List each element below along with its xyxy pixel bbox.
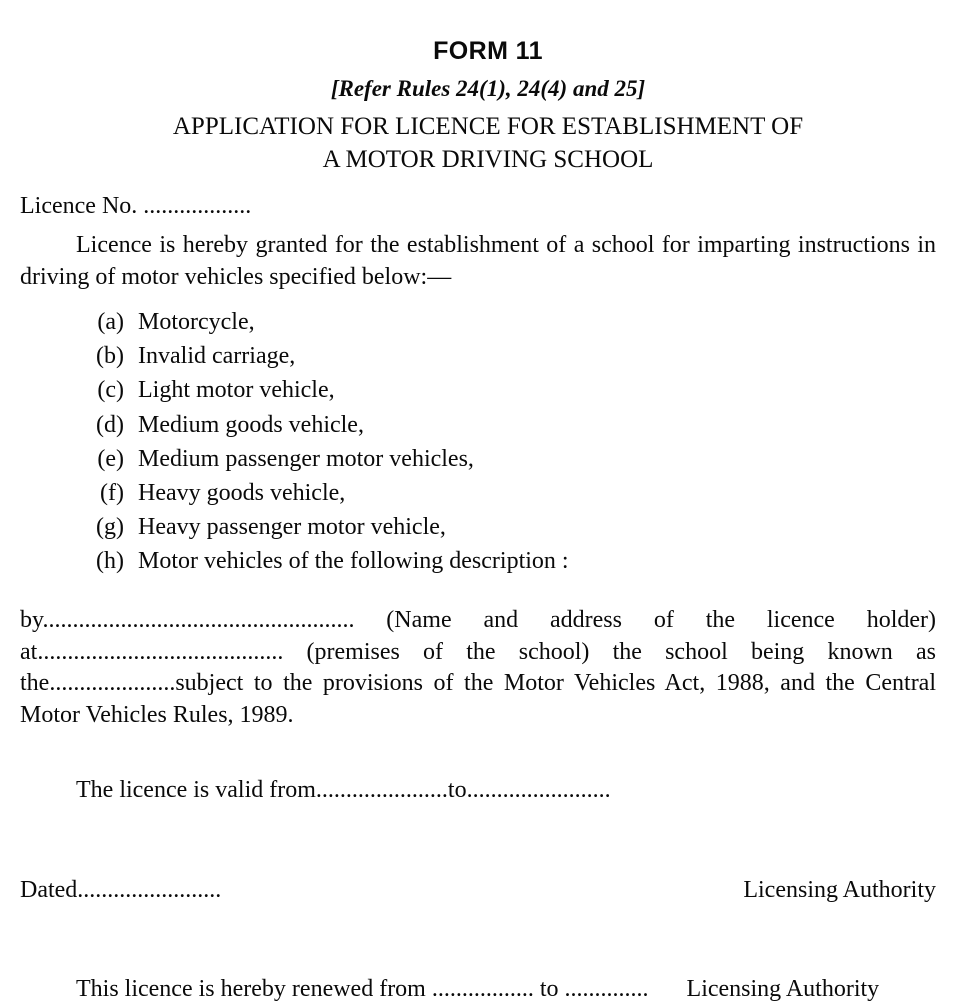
list-item-marker: (c) <box>97 377 124 404</box>
list-item-label: Medium goods vehicle, <box>138 411 364 438</box>
list-item-label: Heavy goods vehicle, <box>138 479 346 506</box>
vehicle-class-list <box>20 293 956 578</box>
list-item-label: Medium passenger motor vehicles, <box>138 445 474 472</box>
list-item-marker: (h) <box>96 547 124 574</box>
signature-row <box>20 804 956 905</box>
dated-field[interactable]: Dated........................ <box>20 877 222 904</box>
list-item-label: Heavy passenger motor vehicle, <box>138 513 446 540</box>
list-item-label: Motor vehicles of the following description : <box>138 547 569 574</box>
application-title-line-1: APPLICATION FOR LICENCE FOR ESTABLISHMENT OF <box>172 113 804 141</box>
refer-rules-subtitle: [Refer Rules 24(1), 24(4) and 25] <box>330 75 646 101</box>
page-title: FORM 11 <box>433 37 543 65</box>
holder-name-address-field[interactable]: by.................................................... (Name and address of the licence holder) <box>20 606 936 633</box>
list-item-label: Invalid carriage, <box>138 343 296 370</box>
rules-reference-line: Motor Vehicles Rules, 1989. <box>20 701 294 728</box>
licence-number-field[interactable]: Licence No. .................. <box>20 193 252 220</box>
intro-paragraph: Licence is hereby granted for the establishment of a school for imparting instructions in driving of motor vehicles specified below:— <box>20 231 936 291</box>
renewal-licensing-authority-signature: Licensing Authority <box>686 976 880 1003</box>
list-item-marker: (f) <box>100 479 124 506</box>
licensing-authority-signature: Licensing Authority <box>743 877 936 904</box>
validity-period-field[interactable]: The licence is valid from......................to........................ <box>76 776 611 803</box>
list-item <box>20 305 956 339</box>
list-item-marker: (a) <box>97 309 124 336</box>
application-title <box>20 102 956 176</box>
list-item <box>20 339 956 373</box>
list-item-label: Motorcycle, <box>138 309 255 336</box>
list-item <box>20 510 956 544</box>
list-item-marker: (b) <box>96 343 124 370</box>
list-item-marker: (e) <box>97 445 124 472</box>
licence-holder-block <box>20 578 956 732</box>
list-item <box>20 544 956 578</box>
list-item <box>20 442 956 476</box>
renewal-period-field[interactable]: This licence is hereby renewed from ................. to .............. <box>76 976 649 1003</box>
school-name-field[interactable]: the.....................subject to the provisions of the Motor Vehicles Act, 1988, and the Central <box>20 670 936 697</box>
application-title-line-2: A MOTOR DRIVING SCHOOL <box>322 145 654 173</box>
school-premises-field[interactable]: at......................................... (premises of the school) the school being known as <box>20 638 936 665</box>
list-item-marker: (d) <box>96 411 124 438</box>
list-item <box>20 373 956 407</box>
renewal-row <box>20 905 956 1004</box>
list-item <box>20 408 956 442</box>
list-item <box>20 476 956 510</box>
list-item-label: Light motor vehicle, <box>138 377 335 404</box>
list-item-marker: (g) <box>96 513 124 540</box>
